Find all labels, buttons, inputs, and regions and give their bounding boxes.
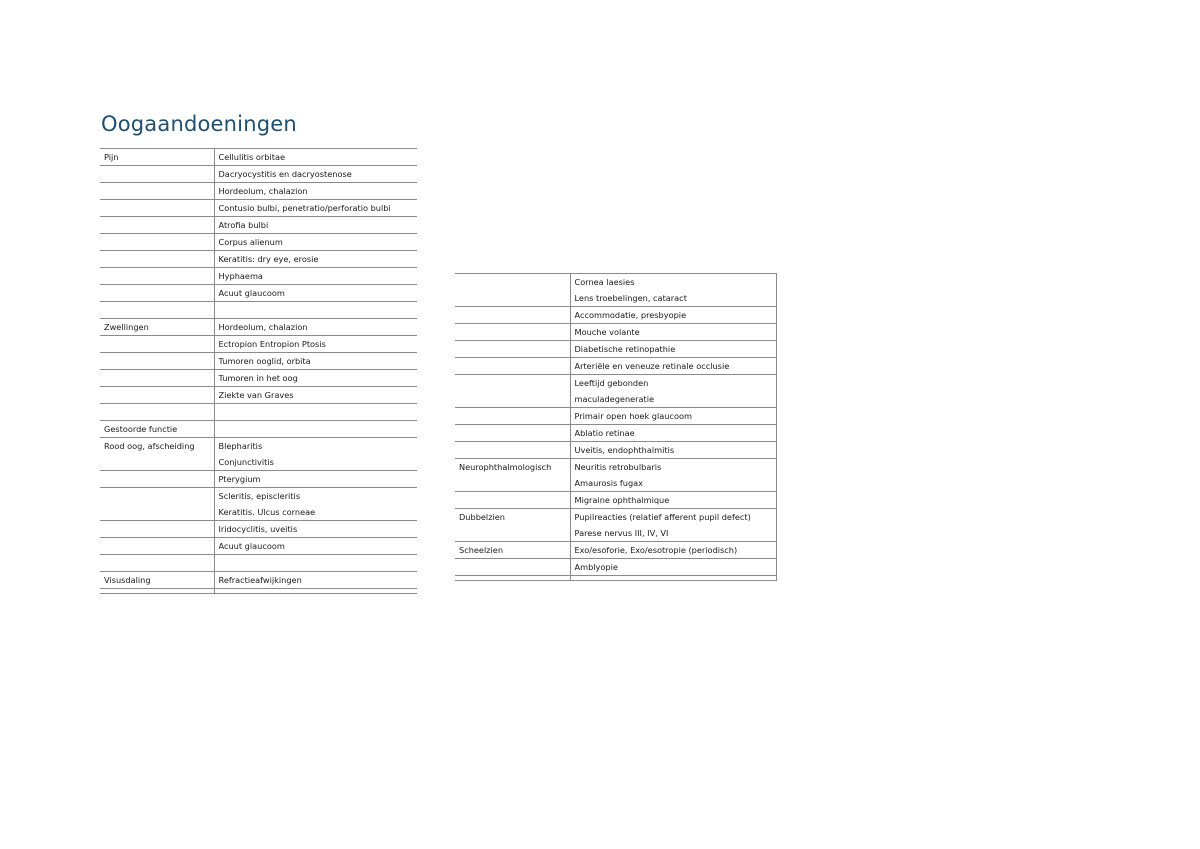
condition-text: Primair open hoek glaucoom	[574, 411, 692, 421]
category-cell	[455, 408, 570, 425]
table-tail-row	[100, 589, 417, 594]
table-row	[100, 353, 417, 370]
table-row	[100, 538, 417, 555]
category-cell: Gestoorde functie	[100, 421, 214, 438]
condition-cell	[214, 387, 417, 404]
condition-text: Accommodatie, presbyopie	[574, 310, 687, 320]
condition-cell	[214, 285, 417, 302]
condition-cell	[570, 542, 776, 559]
condition-cell	[214, 421, 417, 438]
table-row	[455, 459, 776, 492]
table-row	[100, 421, 417, 438]
condition-cell	[214, 166, 417, 183]
category-cell	[455, 307, 570, 324]
category-cell: Visusdaling	[100, 572, 214, 589]
tail-cell	[455, 576, 570, 581]
condition-cell	[570, 509, 776, 542]
condition-cell	[214, 404, 417, 421]
category-cell	[100, 217, 214, 234]
category-cell: Pijn	[100, 149, 214, 166]
category-cell	[100, 268, 214, 285]
table-row	[100, 149, 417, 166]
condition-cell	[214, 370, 417, 387]
table-row	[100, 471, 417, 488]
table-row	[100, 285, 417, 302]
condition-cell	[214, 555, 417, 572]
table-row	[455, 358, 776, 375]
table-row	[100, 438, 417, 471]
condition-text: Hordeolum, chalazion	[218, 322, 308, 332]
category-cell	[455, 324, 570, 341]
table-row	[455, 492, 776, 509]
condition-text: Mouche volante	[574, 327, 640, 337]
category-cell	[455, 274, 570, 307]
condition-cell	[570, 408, 776, 425]
table-row	[100, 319, 417, 336]
condition-text: Cornea laesies	[574, 277, 635, 287]
condition-cell	[570, 492, 776, 509]
condition-cell	[570, 358, 776, 375]
condition-cell	[570, 459, 776, 492]
condition-cell	[214, 319, 417, 336]
condition-text: Blepharitis	[218, 441, 263, 451]
condition-cell	[570, 442, 776, 459]
table-row	[100, 336, 417, 353]
category-cell: Scheelzien	[455, 542, 570, 559]
category-cell	[100, 521, 214, 538]
condition-cell	[570, 341, 776, 358]
condition-cell	[214, 200, 417, 217]
condition-cell	[570, 375, 776, 408]
table-row	[455, 324, 776, 341]
condition-text: Tumoren ooglid, orbita	[218, 356, 311, 366]
condition-text: Lens troebelingen, cataract	[574, 293, 687, 303]
condition-cell	[214, 217, 417, 234]
table-row	[455, 341, 776, 358]
condition-text: Pterygium	[218, 474, 261, 484]
table-row	[100, 217, 417, 234]
condition-text: Keratitis: dry eye, erosie	[218, 254, 319, 264]
category-cell	[100, 285, 214, 302]
condition-text: Uveitis, endophthalmitis	[574, 445, 675, 455]
right-table	[455, 273, 777, 581]
category-cell	[100, 387, 214, 404]
condition-cell	[570, 425, 776, 442]
category-cell: Rood oog, afscheiding	[100, 438, 214, 471]
table-row	[100, 166, 417, 183]
left-table	[100, 148, 417, 594]
condition-text: Acuut glaucoom	[218, 541, 285, 551]
condition-cell	[214, 488, 417, 521]
condition-cell	[214, 521, 417, 538]
condition-text: Parese nervus III, IV, VI	[574, 528, 669, 538]
condition-text: Neuritis retrobulbaris	[574, 462, 662, 472]
table-row	[100, 572, 417, 589]
condition-text	[219, 404, 414, 420]
condition-text: Ablatio retinae	[574, 428, 635, 438]
category-cell	[455, 375, 570, 408]
condition-cell	[214, 234, 417, 251]
table-row	[455, 425, 776, 442]
condition-text: Keratitis. Ulcus corneae	[218, 507, 316, 517]
condition-text: Exo/esoforie, Exo/esotropie (periodisch)	[574, 545, 738, 555]
category-cell	[100, 488, 214, 521]
category-cell	[100, 166, 214, 183]
condition-text: Amaurosis fugax	[574, 478, 644, 488]
condition-text: Leeftijd gebonden	[574, 378, 649, 388]
condition-text: Scleritis, episcleritis	[218, 491, 301, 501]
condition-text: Diabetische retinopathie	[574, 344, 676, 354]
table-row	[455, 307, 776, 324]
condition-text	[219, 555, 414, 571]
condition-text: Atrofia bulbi	[218, 220, 269, 230]
condition-cell	[214, 149, 417, 166]
condition-text	[219, 302, 414, 318]
table-row	[100, 521, 417, 538]
category-cell: Neurophthalmologisch	[455, 459, 570, 492]
condition-cell	[214, 302, 417, 319]
category-cell	[455, 492, 570, 509]
table-row	[100, 302, 417, 319]
category-cell	[100, 353, 214, 370]
table-row	[455, 274, 776, 307]
table-row	[455, 408, 776, 425]
condition-cell	[214, 353, 417, 370]
condition-text: Corpus alienum	[218, 237, 283, 247]
condition-text: Migraine ophthalmique	[574, 495, 670, 505]
condition-cell	[214, 438, 417, 471]
condition-text: Iridocyclitis, uveitis	[218, 524, 298, 534]
tail-cell	[570, 576, 776, 581]
condition-cell	[214, 471, 417, 488]
condition-cell	[214, 538, 417, 555]
category-cell	[100, 200, 214, 217]
condition-cell	[570, 324, 776, 341]
table-row	[100, 387, 417, 404]
condition-text: Contusio bulbi, penetratio/perforatio bulbi	[218, 203, 391, 213]
table-row	[455, 559, 776, 576]
page-title: Oogaandoeningen	[101, 112, 297, 136]
condition-text: Arteriële en veneuze retinale occlusie	[574, 361, 730, 371]
tail-cell	[214, 589, 417, 594]
category-cell	[100, 302, 214, 319]
condition-text: Dacryocystitis en dacryostenose	[218, 169, 352, 179]
condition-cell	[214, 183, 417, 200]
table-row	[100, 234, 417, 251]
condition-text: Ziekte van Graves	[218, 390, 294, 400]
table-row	[100, 200, 417, 217]
condition-text: Refractieafwijkingen	[218, 575, 302, 585]
condition-text: Amblyopie	[574, 562, 618, 572]
table-row	[455, 542, 776, 559]
category-cell	[100, 251, 214, 268]
category-cell	[100, 538, 214, 555]
category-cell	[455, 425, 570, 442]
category-cell: Dubbelzien	[455, 509, 570, 542]
table-row	[100, 183, 417, 200]
condition-text	[219, 421, 414, 437]
category-cell: Zwellingen	[100, 319, 214, 336]
table-row	[455, 442, 776, 459]
category-cell	[100, 234, 214, 251]
condition-text: Conjunctivitis	[218, 457, 274, 467]
condition-text: Acuut glaucoom	[218, 288, 285, 298]
condition-text: Pupilreacties (relatief afferent pupil defect)	[574, 512, 751, 522]
table-row	[455, 375, 776, 408]
table-row	[100, 488, 417, 521]
table-row	[100, 268, 417, 285]
table-row	[100, 251, 417, 268]
left-table-body	[100, 149, 417, 594]
category-cell	[455, 358, 570, 375]
table-tail-row	[455, 576, 776, 581]
category-cell	[100, 336, 214, 353]
condition-text: Ectropion Entropion Ptosis	[218, 339, 326, 349]
condition-cell	[570, 559, 776, 576]
condition-text: Cellulitis orbitae	[218, 152, 286, 162]
tail-cell	[100, 589, 214, 594]
category-cell	[455, 559, 570, 576]
category-cell	[100, 471, 214, 488]
condition-text: Hordeolum, chalazion	[218, 186, 308, 196]
category-cell	[100, 404, 214, 421]
condition-text: Tumoren in het oog	[218, 373, 298, 383]
table-row	[100, 404, 417, 421]
table-row	[455, 509, 776, 542]
condition-cell	[214, 251, 417, 268]
table-row	[100, 555, 417, 572]
category-cell	[100, 555, 214, 572]
condition-text: maculadegeneratie	[574, 394, 655, 404]
condition-cell	[570, 307, 776, 324]
table-row	[100, 370, 417, 387]
condition-cell	[214, 268, 417, 285]
category-cell	[455, 442, 570, 459]
condition-text: Hyphaema	[218, 271, 263, 281]
category-cell	[100, 183, 214, 200]
condition-cell	[214, 336, 417, 353]
condition-cell	[214, 572, 417, 589]
condition-cell	[570, 274, 776, 307]
category-cell	[100, 370, 214, 387]
right-table-body	[455, 274, 776, 581]
category-cell	[455, 341, 570, 358]
